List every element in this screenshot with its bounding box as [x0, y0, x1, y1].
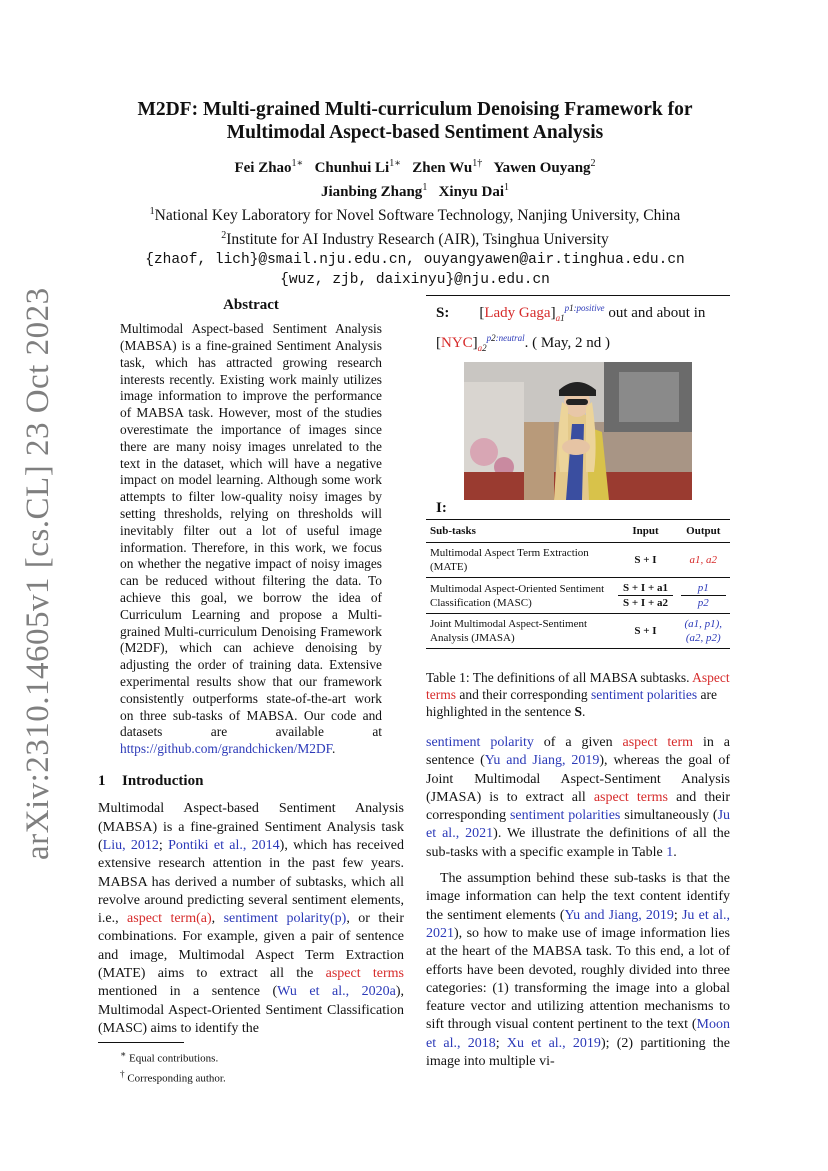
footnote — [98, 1047, 404, 1067]
subtask-name: Multimodal Aspect Term Extraction (MATE) — [430, 547, 589, 573]
text-run: mentioned in a sentence ( — [98, 984, 278, 1000]
output-value: p2 — [681, 595, 726, 610]
paper-header — [90, 98, 740, 290]
table-row — [426, 614, 730, 649]
text-run: Table 1: The definitions of all MABSA subtasks. — [426, 670, 693, 685]
example-photo — [464, 362, 692, 500]
footnote-mark: † — [120, 1068, 125, 1079]
example-sentence: S: [Lady $Gaga]_{a1}^{p1:positive}$ out and about in $[NYC]_{a2}^{p2:neutral}$. ( May, 2 nd ) — [436, 303, 706, 353]
text-run: ; — [158, 837, 169, 853]
sentiment-polarity-highlight: sentiment polarity — [426, 735, 534, 750]
input-value: S + I — [634, 554, 657, 566]
abstract-body: Multimodal Aspect-based Sentiment Analysis (MABSA) is a fine-grained Sentiment Analysis task, which has attracted growing research interests recently. Existing work mainly utilizes image information to improve the performance of MABSA task. However, most of the studies overestimate the importance of images since there are many noisy images unrelated to the text in the dataset, which will have a negative impact on model learning. Although some work attempts to filter low-quality noisy images by setting thresholds, relying on thresholds will inevitably filter out a lot of useful image information. Therefore, in this work, we focus on whether the negative impact of noisy images can be reduced without filtering the data. To achieve this goal, we borrow the idea of Curriculum Learning and propose a Multi-grained Multi-curriculum Denoising Framework (M2DF), which can achieve denoising by adjusting the order of training data. Extensive experimental results show that our framework consistently outperforms state-of-the-art work on three sub-tasks of MABSA. Our code and datasets are available at https://github.com/grandchicken/M2DF. — [120, 321, 382, 757]
abstract-heading: Abstract — [223, 297, 279, 313]
section-heading-introduction: 1 Introduction — [98, 773, 204, 790]
footnote-text: Corresponding author. — [124, 1072, 226, 1085]
code-link[interactable]: https://github.com/grandchicken/M2DF — [120, 741, 333, 757]
text-run: ; — [673, 907, 682, 923]
subtask-input — [614, 543, 676, 578]
text-run: and their corresponding — [456, 687, 591, 702]
output-value: p1 — [697, 582, 709, 594]
subtask-definitions-table — [426, 519, 730, 649]
input-value: S + I + a1 — [623, 582, 668, 594]
text-run: . — [673, 844, 677, 860]
citation-link[interactable]: Xu et al., 2019 — [506, 1035, 601, 1051]
paper-title: M2DF: Multi-grained Multi-curriculum Denoising Framework for Multimodal Aspect-based Sentiment Analysis — [137, 99, 693, 143]
aspect-term-highlight: aspect term(a) — [127, 911, 212, 927]
text-run: ), so how to make use of image information lies at the heart of the MABSA task. To this end, a lot of efforts have been devoted, roughly divided into three categories: (1) transforming the image into a global feature vector and utilizing attention mechanisms to sift through visual content pertinent to the text ( — [426, 925, 730, 1033]
author-name: Chunhui Li — [314, 160, 390, 176]
intro-paragraph-2 — [426, 734, 730, 862]
input-value: S + I + a2 — [618, 595, 672, 610]
footnotes — [98, 1042, 404, 1086]
intro-paragraph-1 — [98, 800, 404, 1038]
aspect-term-highlight: aspect terms — [593, 789, 668, 805]
author-affiliation-mark: 2 — [590, 158, 596, 169]
text-run: , — [211, 911, 224, 927]
author-name: Xinyu Dai — [438, 184, 504, 200]
aspect-term-2: NYC — [441, 335, 473, 351]
text-run: in a sentence ( — [426, 735, 730, 769]
author-affiliation-mark: 1 — [504, 182, 509, 193]
citation-link[interactable]: Liu, 2012 — [102, 837, 159, 853]
affiliation-2: $^2$Institute for AI Industry Research (AIR), Tsinghua University — [221, 230, 609, 249]
output-value: (a2, p2) — [685, 632, 721, 644]
table-row — [426, 578, 730, 614]
author-name: Jianbing Zhang — [321, 184, 423, 200]
text-run: ), whereas the goal of Joint Multimodal Aspect-Sentiment Analysis (JMASA) is to extract all — [426, 753, 730, 805]
footnote — [98, 1067, 404, 1087]
subtask-output — [677, 543, 730, 578]
left-column — [98, 296, 404, 1038]
footnote-text: Equal contributions. — [126, 1052, 219, 1065]
subtask-name: Joint Multimodal Aspect-Sentiment Analysis (JMASA) — [426, 614, 614, 649]
subtask-output — [677, 578, 730, 614]
text-run: of a given — [533, 735, 623, 750]
aspect-term-highlight: Aspect terms — [426, 670, 730, 702]
sentiment-polarity-highlight: sentiment polarities — [590, 687, 698, 702]
arxiv-identifier: arXiv:2310.14605v1 [cs.CL] 23 Oct 2023 — [20, 287, 56, 860]
author-affiliation-mark: 1∗ — [389, 158, 402, 169]
citation-link[interactable]: Moon et al., 2018 — [426, 1017, 730, 1051]
subtask-output — [677, 614, 730, 649]
text-run: and their corresponding — [426, 789, 730, 824]
image-label: I: — [436, 500, 447, 516]
table-caption — [426, 669, 730, 720]
citation-link[interactable]: Ju et al., 2021 — [426, 808, 731, 842]
sentiment-polarity-highlight: sentiment polarity(p) — [223, 911, 347, 927]
text-run: ); (2) partitioning the image into multiple vi- — [426, 1035, 730, 1070]
citation-link[interactable]: Yu and Jiang, 2019 — [564, 907, 674, 923]
right-column — [426, 734, 730, 1071]
subtask-input — [614, 578, 676, 614]
table-1-figure — [426, 295, 730, 720]
citation-link[interactable]: Wu et al., 2020a — [277, 984, 396, 1000]
col-header-input: Input — [614, 520, 676, 543]
intro-paragraph-3 — [426, 870, 730, 1071]
citation-link[interactable]: Ju et al., 2021 — [426, 907, 731, 941]
performer-photo-illustration — [464, 362, 692, 500]
author-name: Fei Zhao — [234, 160, 292, 176]
text-run: ). We illustrate the definitions of all the sub-tasks with a specific example in Table — [426, 826, 730, 860]
footnote-rule — [98, 1042, 184, 1043]
aspect-term-1: Lady Gaga — [484, 305, 551, 321]
aspect-term-highlight: aspect term — [622, 735, 694, 750]
citation-link[interactable]: 1 — [666, 844, 674, 860]
col-header-subtasks: Sub-tasks — [426, 520, 614, 543]
table-row — [426, 543, 730, 578]
author-emails: {zhaof, lich}@smail.nju.edu.cn, ouyangyawen@air.tinghua.edu.cn {wuz, zjb, daixinyu}@nju.edu.cn — [145, 252, 685, 289]
text-run: The assumption behind these sub-tasks is that the image information can help the text content identify the sentiment elements ( — [426, 871, 730, 923]
citation-link[interactable]: Pontiki et al., 2014 — [168, 837, 280, 853]
output-value: (a1, p1), — [684, 618, 723, 630]
input-value: S + I — [634, 625, 657, 637]
author-name: Zhen Wu — [412, 160, 473, 176]
bold-text: S — [574, 704, 582, 719]
author-list — [90, 154, 740, 202]
text-run: ), which has received extensive research attention in the past few years. MABSA has derived a number of subtasks, which all revolve around predicting several sentiment elements, i.e., — [98, 837, 404, 927]
sentiment-polarity-highlight: sentiment polarities — [509, 808, 621, 824]
author-affiliation-mark: 1∗ — [291, 158, 304, 169]
text-run: ), Multimodal Aspect-Oriented Sentiment Classification (MASC) aims to identify the — [98, 984, 404, 1036]
text-run: Multimodal Aspect-based Sentiment Analysis (MABSA) is a fine-grained Sentiment Analysis task ( — [98, 801, 404, 853]
output-value: a1, a2 — [689, 554, 718, 566]
subtask-name: Multimodal Aspect-Oriented Sentiment Classification (MASC) — [426, 578, 614, 614]
aspect-term-highlight: aspect terms — [325, 965, 404, 981]
text-run: , or their combinations. For example, given a pair of sentence and image, Multimodal Aspect Term Extraction (MATE) aims to extract all the — [98, 911, 404, 981]
text-run: are highlighted in the sentence — [426, 687, 717, 719]
author-line — [90, 154, 740, 178]
text-run: simultaneously ( — [620, 808, 718, 824]
citation-link[interactable]: Yu and Jiang, 2019 — [484, 753, 600, 769]
author-affiliation-mark: 1 — [422, 182, 428, 193]
author-name: Yawen Ouyang — [493, 160, 591, 176]
subtask-input — [614, 614, 676, 649]
author-affiliation-mark: 1† — [472, 158, 483, 169]
footnote-mark: ∗ — [120, 1049, 127, 1059]
text-run: ; — [495, 1035, 507, 1051]
affiliation-1: $^1$National Key Laboratory for Novel Software Technology, Nanjing University, China — [149, 206, 681, 225]
text-run: . — [581, 704, 586, 719]
author-line — [90, 178, 740, 202]
col-header-output: Output — [677, 520, 730, 543]
